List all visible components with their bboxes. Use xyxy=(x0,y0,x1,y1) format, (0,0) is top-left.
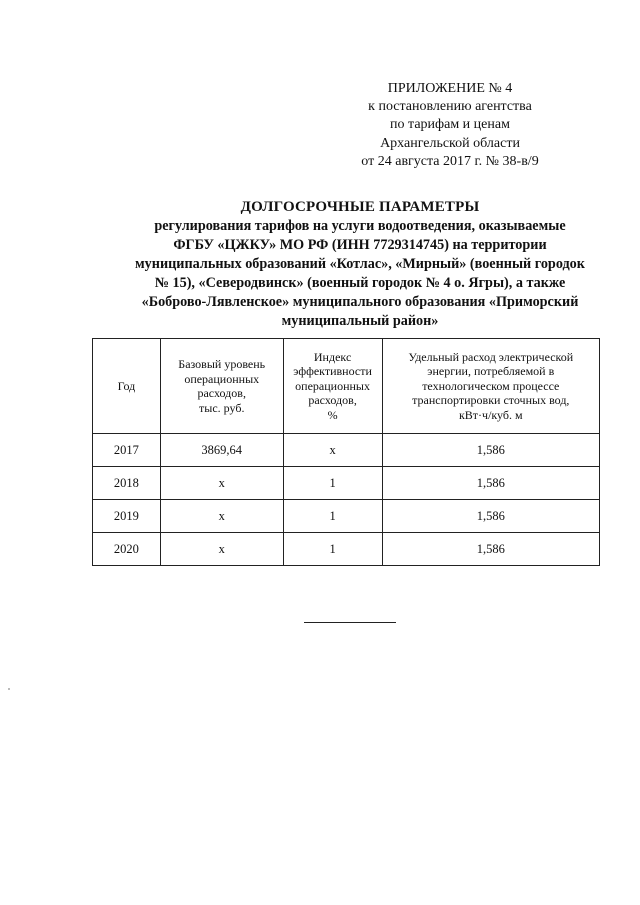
cell-efficiency-index: 1 xyxy=(283,467,382,500)
heading-line: ФГБУ «ЦЖКУ» МО РФ (ИНН 7729314745) на территории xyxy=(173,237,547,253)
cell-year: 2020 xyxy=(93,533,161,566)
scan-speck xyxy=(8,688,10,690)
cell-energy: 1,586 xyxy=(382,533,599,566)
table-header-row xyxy=(93,339,600,434)
heading-line: «Боброво-Лявленское» муниципального образования «Приморский xyxy=(141,294,579,310)
header-efficiency-index: Индекс эффективности операционных расходов, % xyxy=(283,339,382,434)
cell-energy: 1,586 xyxy=(382,434,599,467)
table-row xyxy=(93,533,600,566)
heading-line: муниципальный район» xyxy=(281,313,439,329)
cell-energy: 1,586 xyxy=(382,467,599,500)
cell-efficiency-index: х xyxy=(283,434,382,467)
header-year: Год xyxy=(93,339,161,434)
cell-base-opex: 3869,64 xyxy=(160,434,283,467)
appendix-line: Архангельской области xyxy=(380,135,520,151)
cell-efficiency-index: 1 xyxy=(283,500,382,533)
cell-base-opex: х xyxy=(160,533,283,566)
cell-energy: 1,586 xyxy=(382,500,599,533)
table-row xyxy=(93,467,600,500)
document-heading xyxy=(100,198,620,331)
appendix-date-line: от 24 августа 2017 г. № 38-в/9 xyxy=(361,153,539,169)
cell-year: 2018 xyxy=(93,467,161,500)
table-row xyxy=(93,500,600,533)
heading-line: № 15), «Северодвинск» (военный городок № 4 о. Ягры), а также xyxy=(154,275,566,291)
heading-line: регулирования тарифов на услуги водоотведения, оказываемые xyxy=(154,218,566,234)
heading-line: муниципальных образований «Котлас», «Мирный» (военный городок xyxy=(135,256,585,272)
cell-year: 2019 xyxy=(93,500,161,533)
table-row xyxy=(93,434,600,467)
cell-year: 2017 xyxy=(93,434,161,467)
appendix-line: по тарифам и ценам xyxy=(390,117,510,133)
appendix-block xyxy=(330,80,570,171)
cell-efficiency-index: 1 xyxy=(283,533,382,566)
document-title: ДОЛГОСРОЧНЫЕ ПАРАМЕТРЫ xyxy=(240,199,480,215)
appendix-line: к постановлению агентства xyxy=(368,99,532,115)
cell-base-opex: х xyxy=(160,500,283,533)
cell-base-opex: х xyxy=(160,467,283,500)
closing-divider xyxy=(304,622,396,623)
header-base-opex: Базовый уровень операционных расходов, тыс. руб. xyxy=(160,339,283,434)
header-energy-consumption: Удельный расход электрической энергии, потребляемой в технологическом процессе транспортировки сточных вод, кВт·ч/куб. м xyxy=(382,339,599,434)
appendix-title: ПРИЛОЖЕНИЕ № 4 xyxy=(387,81,513,96)
parameters-table xyxy=(92,338,600,566)
